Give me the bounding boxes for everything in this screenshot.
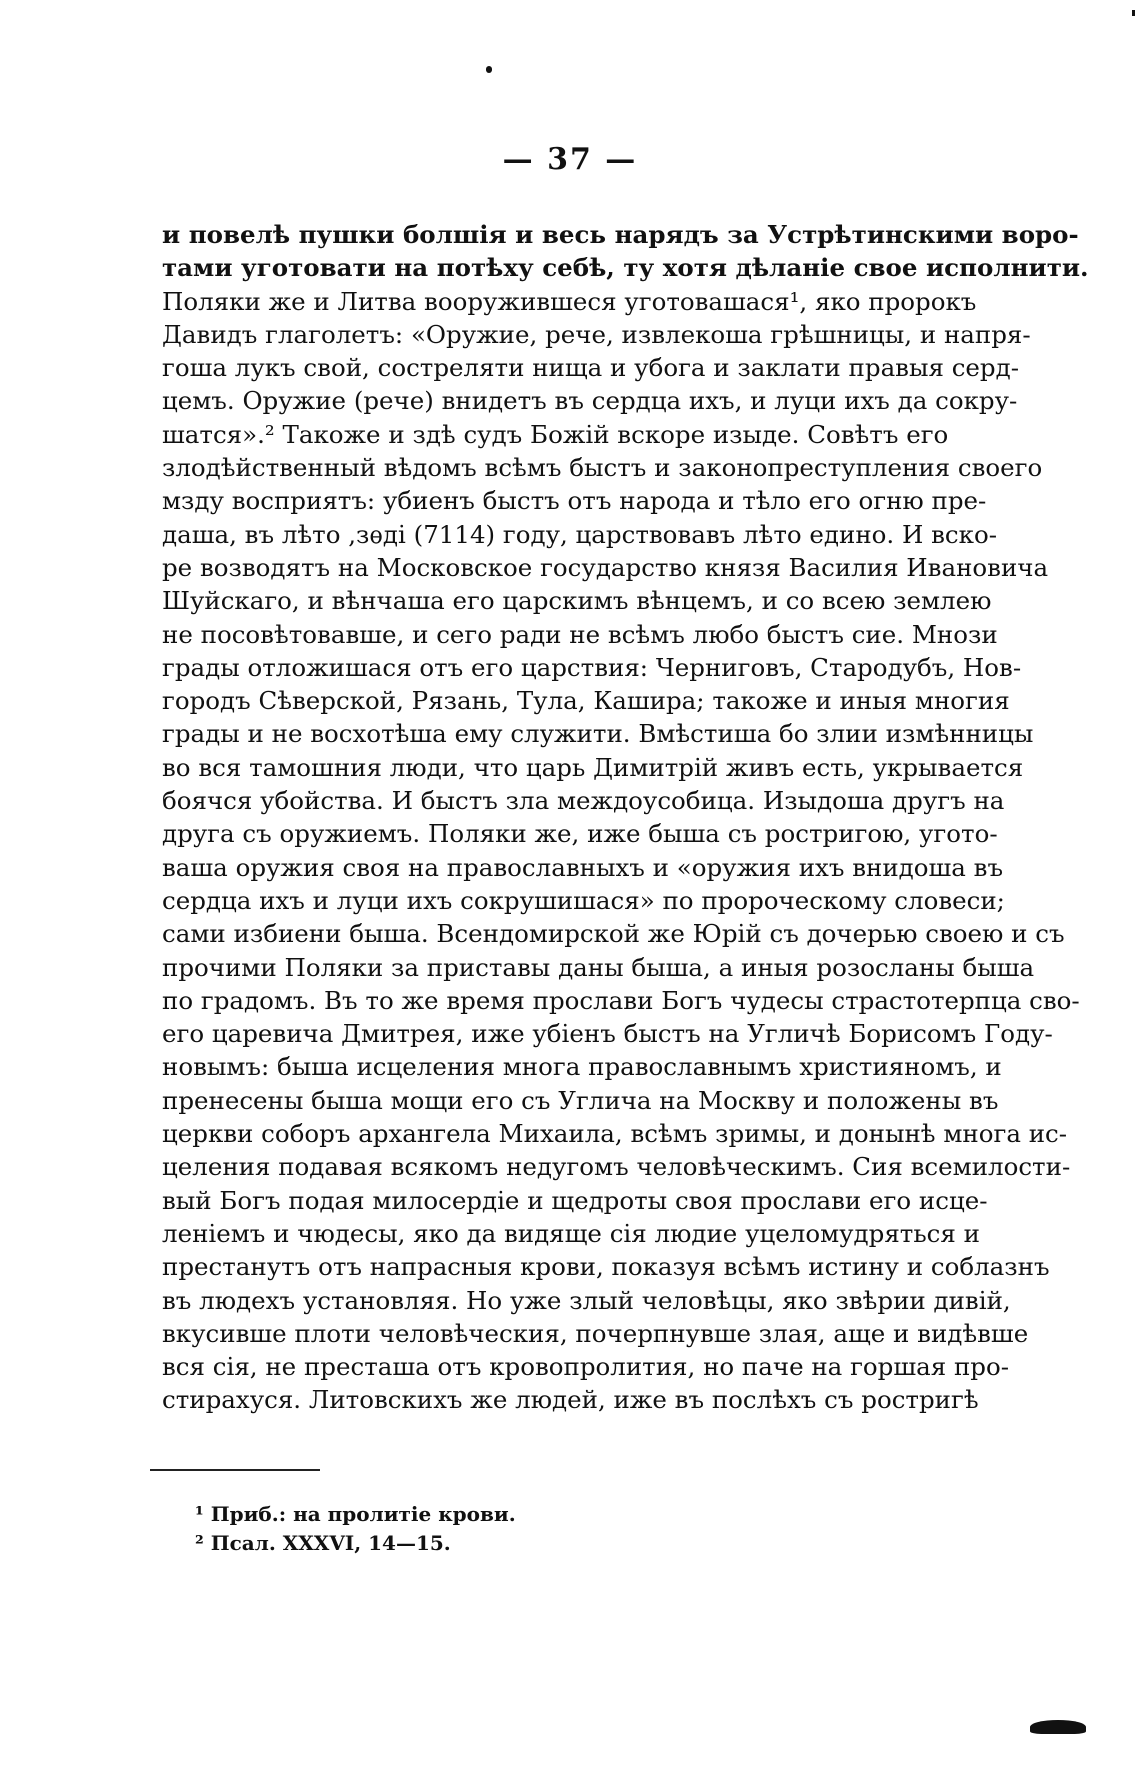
text-line: городъ Сѣверской, Рязань, Тула, Кашира; такоже и иныя многия [162,686,1010,716]
text-line: престанутъ отъ напрасныя крови, показуя всѣмъ истину и соблазнъ [162,1252,1050,1282]
text-line: тами уготовати на потѣху себѣ, ту хотя дѣланіе свое исполнити. [162,253,1089,283]
text-line: не посовѣтовавше, и сего ради не всѣмъ любо быстъ сие. Мнози [162,619,998,649]
text-line: ре возводятъ на Московское государство князя Василия Ивановича [162,552,1049,582]
text-line: целения подавая всякомъ недугомъ человѣческимъ. Сия всемилости- [162,1152,1071,1182]
ink-smudge [1030,1720,1086,1734]
text-line: друга съ оружиемъ. Поляки же, иже быша съ ростригою, угото- [162,819,998,849]
text-line: вкусивше плоти человѣческия, почерпнувше злая, аще и видѣвше [162,1318,1029,1348]
text-line: стирахуся. Литовскихъ же людей, иже въ послѣхъ съ ростригѣ [162,1385,979,1415]
scan-speck [1132,10,1135,16]
footnotes [195,1500,895,1558]
text-line: вся сія, не престаша отъ кровопролития, но паче на горшая про- [162,1352,1010,1382]
text-line: прочими Поляки за приставы даны быша, а иныя розосланы быша [162,952,1035,982]
text-line: даша, въ лѣто ,зѳді (7114) году, царствовавъ лѣто едино. И вско- [162,519,997,549]
text-line: леніемъ и чюдесы, яко да видяще сія людие уцеломудряться и [162,1218,980,1248]
text-line: Давидъ глаголетъ: «Оружие, рече, извлекоша грѣшницы, и напря- [162,319,1031,349]
text-line: въ людехъ установляя. Но уже злый человѣцы, яко звѣрии дивій, [162,1285,1011,1315]
footnote-1: ¹ Приб.: на пролитіе крови. [195,1502,516,1526]
text-line: злодѣйственный вѣдомъ всѣмъ быстъ и законопреступления своего [162,453,1043,483]
text-line: по градомъ. Въ то же время прослави Богъ чудесы страстотерпца сво- [162,985,1080,1015]
text-line: цемъ. Оружие (рече) внидетъ въ сердца ихъ, и луци ихъ да сокру- [162,386,1018,416]
text-line: Поляки же и Литва вооружившеся уготовашася¹, яко пророкъ [162,286,977,316]
text-line: мзду восприятъ: убиенъ быстъ отъ народа и тѣло его огню пре- [162,486,987,516]
text-line: грады отложишася отъ его царствия: Черниговъ, Стародубъ, Нов- [162,652,1022,682]
text-line: и повелѣ пушки болшія и весь нарядъ за Устрѣтинскими воро- [162,220,1079,249]
text-line: вый Богъ подая милосердіе и щедроты своя прослави его исце- [162,1185,988,1215]
text-line: во вся тамошния люди, что царь Димитрій живъ есть, укрывается [162,752,1024,782]
text-line: новымъ: быша исцеления многа православнымъ християномъ, и [162,1052,1002,1082]
text-line: церкви соборъ архангела Михаила, всѣмъ зримы, и донынѣ многа ис- [162,1119,1068,1149]
text-line: ваша оружия своя на православныхъ и «оружия ихъ внидоша въ [162,852,1004,882]
footnote-2: ² Псал. XXXVI, 14—15. [195,1531,451,1555]
text-line: шатся».² Такоже и здѣ судъ Божій вскоре изыде. Совѣтъ его [162,419,949,449]
text-line: боячся убойства. И быстъ зла междоусобица. Изыдоша другъ на [162,786,1005,816]
text-line: грады и не восхотѣша ему служити. Вмѣстиша бо злии измѣнницы [162,719,1034,749]
text-line: сами избиени быша. Всендомирской же Юрій съ дочерью своею и съ [162,919,1065,949]
ink-blot [486,66,492,73]
main-text-block [162,218,1089,1417]
page-number: — 37 — [502,142,638,177]
text-line: Шуйскаго, и вѣнчаша его царскимъ вѣнцемъ, и со всею землею [162,586,992,616]
text-line: пренесены быша мощи его съ Углича на Москву и положены въ [162,1085,999,1115]
text-line: гоша лукъ свой, состреляти нища и убога и заклати правыя серд- [162,353,1019,383]
text-line: сердца ихъ и луци ихъ сокрушишася» по пророческому словеси; [162,885,1005,915]
text-line: его царевича Дмитрея, иже убіенъ быстъ на Угличѣ Борисомъ Году- [162,1019,1053,1049]
footnote-divider [150,1469,320,1471]
